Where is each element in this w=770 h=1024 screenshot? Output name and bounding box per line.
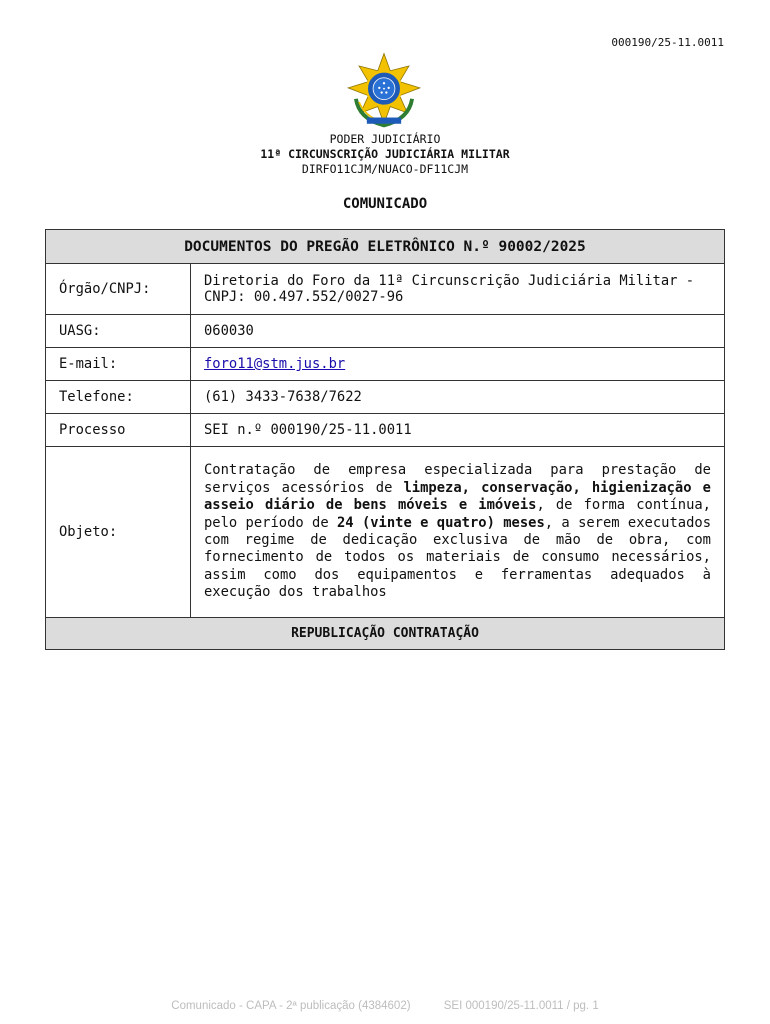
objeto-part-1: Contratação de empresa especializada para prestação de serviços acessórios de [204, 462, 711, 496]
row-label: UASG: [46, 315, 191, 348]
objeto-part-3: , a serem executados com regime de dedicação exclusiva de mão de obra, com fornecimento de todos os materiais de consumo necessários, assim como dos equipamentos e ferramentas adequados à execução dos trabalhos [204, 514, 711, 601]
email-link[interactable]: foro11@stm.jus.br [204, 356, 346, 372]
objeto-bold-2: 24 (vinte e quatro) meses [337, 514, 545, 531]
row-value: Diretoria do Foro da 11ª Circunscrição Judiciária Militar - CNPJ: 00.497.552/0027-96 [191, 264, 725, 315]
row-label: Processo [46, 414, 191, 447]
objeto-part-2: , de forma contínua, pelo período de [204, 497, 711, 531]
row-label: Objeto: [46, 447, 191, 618]
table-row [46, 264, 725, 315]
row-value: SEI n.º 000190/25-11.0011 [191, 414, 725, 447]
row-value: 060030 [191, 315, 725, 348]
header-line-3: DIRFO11CJM/NUACO-DF11CJM [301, 162, 469, 176]
table-row [46, 414, 725, 447]
footer-right: SEI 000190/25-11.0011 / pg. 1 [443, 1000, 599, 1012]
objeto-text [191, 447, 725, 618]
document-number: 000190/25-11.0011 [611, 36, 724, 49]
table-heading: DOCUMENTOS DO PREGÃO ELETRÔNICO N.º 90002/2025 [46, 230, 725, 264]
page-title: COMUNICADO [342, 196, 428, 212]
row-label: Órgão/CNPJ: [46, 264, 191, 315]
table-row [46, 381, 725, 414]
page-footer [0, 1000, 770, 1012]
row-value [191, 348, 725, 381]
institution-header [0, 132, 770, 177]
table-row [46, 447, 725, 618]
info-table [45, 229, 725, 650]
row-label: E-mail: [46, 348, 191, 381]
header-line-2: 11ª CIRCUNSCRIÇÃO JUDICIÁRIA MILITAR [260, 147, 510, 161]
row-value: (61) 3433-7638/7622 [191, 381, 725, 414]
footer-left: Comunicado - CAPA - 2ª publicação (4384602) [171, 1000, 411, 1012]
coat-of-arms-icon [345, 52, 423, 130]
row-label: Telefone: [46, 381, 191, 414]
table-row [46, 348, 725, 381]
header-line-1: PODER JUDICIÁRIO [329, 132, 441, 146]
table-row [46, 315, 725, 348]
objeto-bold-1: limpeza, conservação, higienização e asseio diário de bens móveis e imóveis [204, 479, 711, 514]
table-footer: REPUBLICAÇÃO CONTRATAÇÃO [46, 618, 725, 650]
